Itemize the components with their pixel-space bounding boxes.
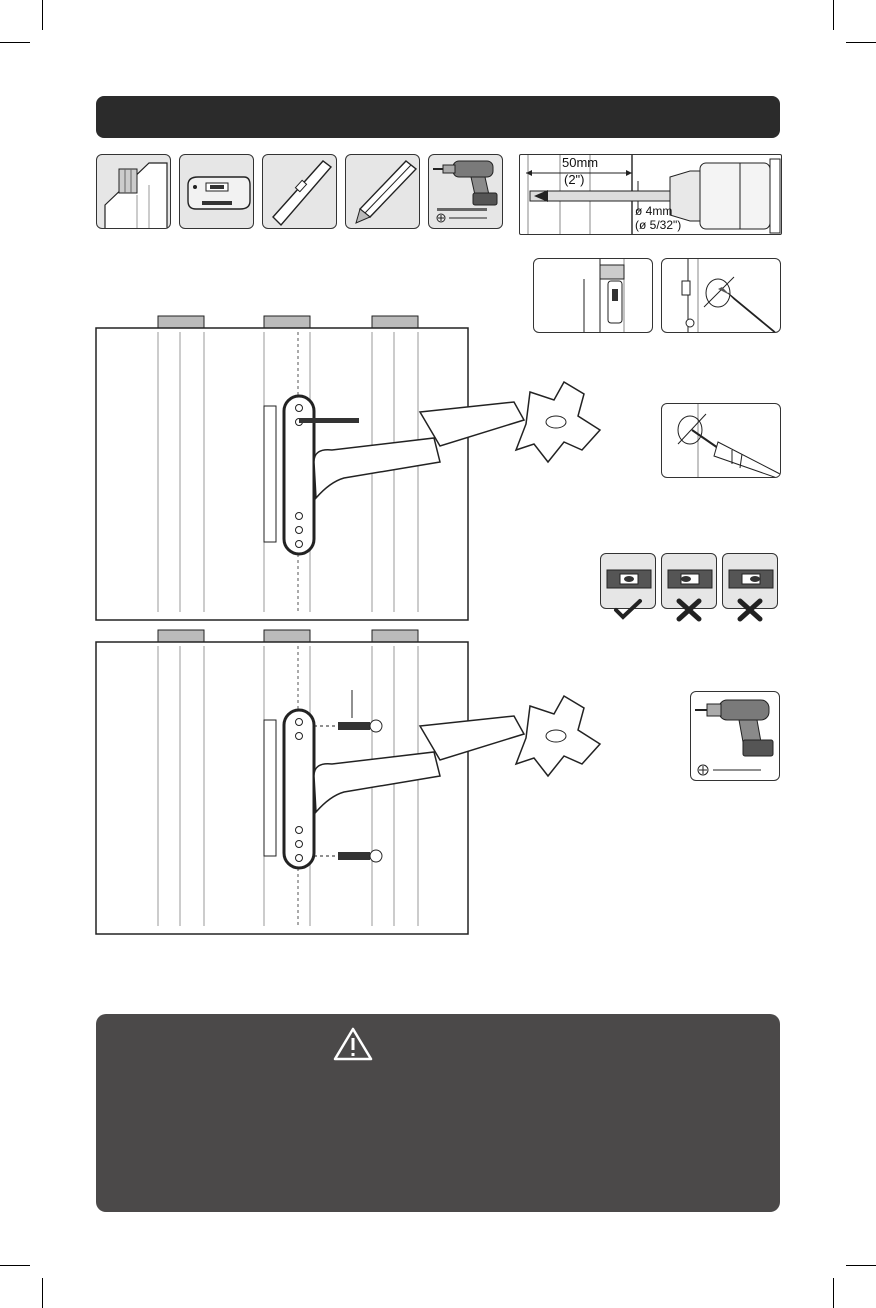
drill-diameter-imperial: (ø 5/32") [635, 218, 682, 232]
wall-mount-illustration-screws [94, 626, 614, 936]
crop-mark [42, 1278, 43, 1308]
stud-finder-on-wall [264, 406, 276, 542]
drill-depth-detail [519, 154, 782, 235]
crop-mark [0, 42, 30, 43]
detail-mark-with-pencil [661, 258, 781, 333]
vesa-bracket [516, 382, 600, 462]
power-drill-icon [429, 155, 503, 229]
wall-plate [284, 710, 314, 868]
crop-mark [833, 0, 834, 30]
crop-mark [42, 0, 43, 30]
cross-mark-icon [676, 598, 702, 622]
wall-stud-icon [97, 155, 171, 229]
check-mark-icon [613, 598, 643, 620]
crop-mark [846, 42, 876, 43]
vesa-bracket [516, 696, 600, 776]
wall-panel [96, 328, 468, 620]
crop-mark [833, 1278, 834, 1308]
drill-pilot-hole-icon [662, 404, 781, 478]
drill-diameter-metric: ø 4mm [635, 204, 673, 218]
tool-pencil [345, 154, 420, 229]
pencil-icon [346, 155, 420, 229]
detail-drill-pilot-hole [661, 403, 781, 478]
cross-mark-icon [737, 598, 763, 622]
tool-level [262, 154, 337, 229]
power-drill-icon [691, 692, 780, 781]
tool-stud-finder [179, 154, 254, 229]
wall-mount-illustration-drill [94, 312, 614, 622]
wall-panel [96, 642, 468, 934]
detail-drive-screws [690, 691, 780, 781]
tool-wall-stud [96, 154, 171, 229]
tool-drill [428, 154, 503, 229]
stud-finder-on-wall [264, 720, 276, 856]
warning-icon [332, 1026, 374, 1062]
level-icon [263, 155, 337, 229]
drill-depth-imperial: (2") [564, 172, 585, 187]
drill-depth-metric: 50mm [562, 155, 599, 170]
drill-bit [299, 418, 359, 423]
stud-finder-icon [180, 155, 254, 229]
crop-mark [846, 1265, 876, 1266]
pencil-mark-icon [662, 259, 781, 333]
step-header-bar [96, 96, 780, 138]
crop-mark [0, 1265, 30, 1266]
warning-panel [96, 1014, 780, 1212]
